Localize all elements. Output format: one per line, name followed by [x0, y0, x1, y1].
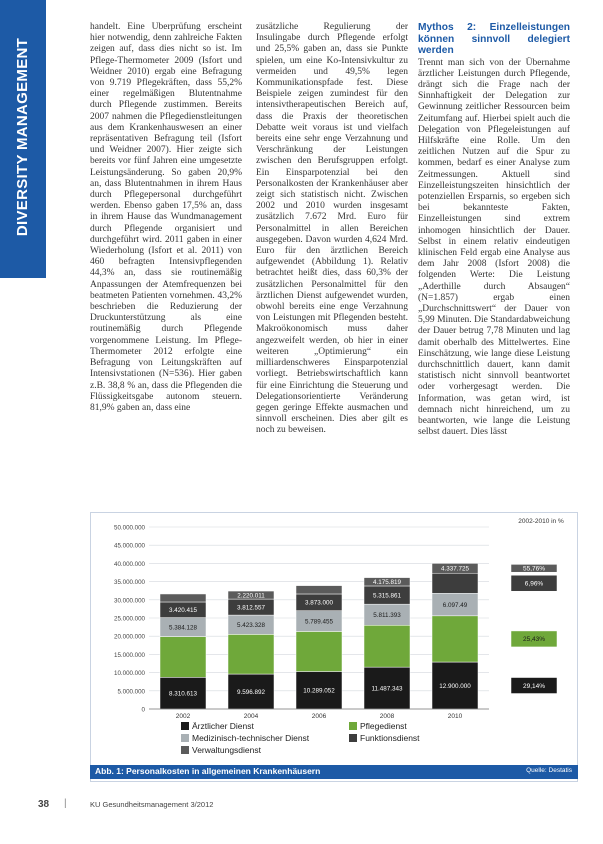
y-tick-label: 20.000.000 — [114, 633, 145, 641]
legend-label: Funktionsdienst — [360, 733, 420, 743]
data-label: 12.900.000 — [439, 682, 471, 690]
stacked-bar-chart — [91, 513, 577, 765]
y-tick-label: 0 — [141, 706, 145, 714]
data-label: 10.289.052 — [303, 687, 335, 695]
y-tick-label: 35.000.000 — [114, 579, 145, 587]
footer-separator: | — [64, 798, 67, 809]
y-tick-label: 30.000.000 — [114, 597, 145, 605]
figure-source: Quelle: Destatis — [526, 767, 572, 774]
section-label: DIVERSITY MANAGEMENT — [14, 37, 31, 237]
data-label: 5.789.455 — [304, 618, 334, 626]
bar-segment — [160, 594, 206, 602]
data-label: 3.812.557 — [236, 604, 266, 612]
page-number: 38 — [38, 799, 50, 810]
data-label: 4.175.819 — [372, 579, 402, 587]
y-tick-label: 25.000.000 — [114, 615, 145, 623]
legend-swatch — [349, 722, 357, 730]
article-text-col2: zusätzliche Regulierung der Insulingabe durch Pflegende erfolgt und 25,5% gaben an, dass sie Punkte spielen, um eine Ko-Intensivkultur zu vermeiden und 49,5% legen Kommunikationspfade fest. Diese Beispiele zeigen zumindest für den intensivtherapeutischen Bereich auf, dass die Praxis der theoretischen Debatte weit voraus ist und vielfach bereits eine sehr enge Verzahnung und Verschränkung der Leistungen zwischen den Berufsgruppen erfolgt. Ein Einsparpotenzial bei den Personalkosten der Krankenhäuser aber zeigt sich statistisch nicht. Zwischen 2002 und 2010 wurden insgesamt zusätzlich 7.672 Mrd. Euro für Personalmittel in allen Bereichen ausgegeben. Davon wurden 4,624 Mrd. Euro für den ärztlichen Bereich aufgewendet (Abbildung 1). Relativ betrachtet heißt dies, dass 60,3% der zusätzlichen Personalmittel für den ärztlichen Dienst aufgewendet wurden, obwohl bereits eine enge Verzahnung von Leistungen mit Pflegenden besteht. Makroökonomisch muss daher angezweifelt werden, ob hier in einer weiteren „Optimierung“ ein milliardenschweres Einsparpotenzial vorliegt. Betriebswirtschaftlich kann für eine Einrichtung die Steuerung und Delegationsorientierte Veränderung gegen geringe Effekte ausmachen und sinnvoll erscheinen. Dies aber gilt es noch zu beweisen. — [256, 22, 408, 436]
data-label: 2.220.011 — [237, 592, 265, 600]
legend-item — [181, 745, 261, 755]
x-tick-label: 2010 — [447, 713, 463, 720]
legend-item — [349, 721, 407, 731]
legend-swatch — [181, 722, 189, 730]
legend-label: Verwaltungsdienst — [192, 745, 261, 755]
bar-segment — [296, 586, 342, 594]
legend-label: Medizinisch-technischer Dienst — [192, 733, 310, 743]
data-label: 11.487.343 — [371, 685, 403, 693]
legend-swatch — [181, 734, 189, 742]
x-tick-label: 2006 — [311, 713, 327, 720]
bar-segment — [160, 637, 206, 678]
x-tick-label: 2008 — [379, 713, 395, 720]
y-tick-label: 50.000.000 — [114, 524, 145, 532]
bar-segment — [364, 625, 410, 667]
article-text-col3: Trennt man sich von der Übernahme ärztlicher Leistungen durch Pflegende, drängt sich die Frage nach der Sinnhaftigkeit der Delegation zur Gewinnung zeitlicher Ressourcen beim Zeitumfang auf. Hierbei spielt auch die Delegation von Pflegeleistungen auf Hilfskräfte eine Rolle. Um den zeitlichen Nutzen auf die Spur zu kommen, bedarf es einer Analyse zum Zeitmessungen. Aktuell sind Einzelleistungszeiten hinsichtlich der potenziellen Ersparnis, so ergeben sich bei bekannteste Fakten, Einzelleistungen sind extrem inhomogen hinsichtlich der Dauer. Selbst in einem relativ eindeutigen klinischen Feld ergab eine Analyse aus dem Jahr 2008 (Isfort 2008) die folgenden Werte: Die Leistung „Aderthille durch Absaugen“ (N=1.857) ergab einen „Durchschnittswert“ der Dauer von 5,99 Minuten. Die Standardabweichung der Dauer betrug 7,78 Minuten und lag damit oberhalb des Mittelwertes. Eine Einschätzung, wie lange diese Leistung durchschnittlich dauert, kann damit statistisch nicht sinnvoll beantwortet oder vorhergesagt werden. Die Information, was getan wird, ist demnach nicht hinreichend, um zu beantworten, wie lange die Leistung selbst dauert. Dies lässt — [418, 57, 570, 438]
x-tick-label: 2002 — [175, 713, 191, 720]
legend-label: Ärztlicher Dienst — [192, 721, 254, 731]
legend-swatch — [181, 746, 189, 754]
legend-item — [181, 721, 254, 731]
page-footer — [38, 799, 578, 813]
article-text-col1: handelt. Eine Überprüfung erscheint hier notwendig, denn zahlreiche Fakten zeigen auf, dass dies nicht so ist. Im Pflege-Thermometer 2009 (Isfort und Weidner 2010) ergab eine Befragung von 9.719 Pflegekräften, dass 55,2% einer regelmäßigen Blutentnahme durch Pflegende zustimmen. Bereits 2007 nahmen die Pflegedienstleitungen aus dem Krankenhausweseп an einer repräsentativen Befragung teil (Isfort und Weidner 2007). Hier zeigte sich bereits vor fünf Jahren eine umgesetzte Leistungsänderung. So gaben 20,9% an, dass Blutentnahmen in ihrem Haus durch Pflegepersonal durchgeführt werden. Ebenso gaben 17,5% an, dass in ihrem Hause das Wundmanagement durch Pflegende organisiert und durchgeführt wird. 2011 gaben in einer Wiederholung (Isfort et al. 2011) von 460 befragten Intensivpflegenden 44,3% an, dass sie routinemäßig Anpassungen der Atemfrequenzen bei beatmeten Patienten vornehmen. 43,2% beschrieben die Reduzierung der Druckunterstützung als eine routinemäßig durch Pflegende vorgenommene Leistung. Im Pflege-Thermometer 2012 erfolgte eine Befragung von Leitungskräften auf Intensivstationen (N=536). Hier gaben z.B. 38,8 % an, dass die Pflegenden die Flüssigkeitsgabe autonom steuern. 81,9% gaben an, dass eine — [90, 22, 242, 413]
percent-header: 2002-2010 in % — [518, 518, 564, 525]
bar-segment — [228, 634, 274, 674]
percent-label: 29,14% — [522, 682, 546, 690]
data-label: 5.423.328 — [236, 622, 266, 630]
percent-label: 25,43% — [522, 636, 546, 644]
figure-caption: Abb. 1: Personalkosten in allgemeinen Krankenhäusern — [95, 766, 321, 776]
percent-label: 55,76% — [522, 565, 546, 573]
section-heading: Mythos 2: Einzelleistungen können sinnvoll delegiert werden — [418, 22, 570, 56]
data-label: 6.097.49 — [442, 601, 468, 609]
y-tick-label: 5.000.000 — [117, 688, 145, 696]
section-side-band — [0, 0, 46, 278]
y-tick-label: 10.000.000 — [114, 670, 145, 678]
percent-label: 6,96% — [524, 580, 544, 588]
bar-segment — [432, 573, 478, 593]
y-tick-label: 15.000.000 — [114, 651, 145, 659]
article-column-2 — [256, 22, 408, 500]
data-label: 4.337.725 — [440, 565, 470, 573]
data-label: 3.873.000 — [304, 599, 334, 607]
x-tick-label: 2004 — [243, 713, 259, 720]
chart-figure — [90, 512, 578, 782]
bar-segment — [432, 616, 478, 662]
figure-caption-bar — [90, 765, 578, 779]
legend-label: Pflegedienst — [360, 721, 407, 731]
article-column-3 — [418, 22, 570, 500]
data-label: 3.420.415 — [168, 607, 198, 615]
data-label: 8.310.613 — [168, 690, 198, 698]
data-label: 9.596.892 — [236, 688, 266, 696]
legend-item — [181, 733, 309, 743]
bar-segment — [296, 631, 342, 671]
y-tick-label: 40.000.000 — [114, 560, 145, 568]
data-label: 5.384.128 — [168, 624, 198, 632]
data-label: 5.315.861 — [372, 592, 402, 600]
article-column-1 — [90, 22, 242, 500]
journal-name: KU Gesundheitsmanagement 3/2012 — [90, 800, 214, 809]
data-label: 5.811.393 — [373, 612, 401, 620]
y-tick-label: 45.000.000 — [114, 542, 145, 550]
legend-swatch — [349, 734, 357, 742]
legend-item — [349, 733, 420, 743]
